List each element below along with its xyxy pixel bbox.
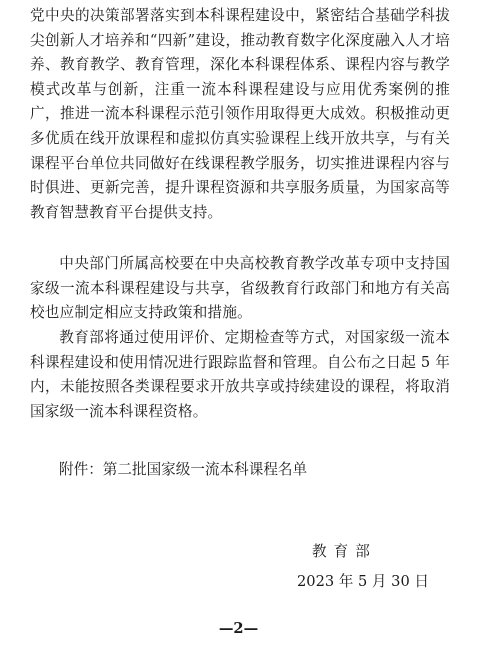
signature-date: 2023 年 5 月 30 日 bbox=[297, 573, 429, 590]
paragraph-text: 中央部门所属高校要在中央高校教育教学改革专项中支持国家级一流本科课程建设与共享，省级教育行政部门和地方有关高校也应制定相应支持政策和措施。 bbox=[30, 255, 450, 322]
body-paragraph-3 bbox=[30, 326, 450, 424]
page-number: —2— bbox=[218, 620, 259, 637]
paragraph-text: 党中央的决策部署落实到本科课程建设中，紧密结合基础学科拔尖创新人才培养和“四新”建设，推动教育数字化深度融入人才培养、教育教学、教育管理，深化本科课程体系、课程内容与教学模式改革与创新，注重一流本科课程建设与应用优秀案例的推广，推进一流本科课程示范引领作用取得更大成效。积极推动更多优质在线开放课程和虚拟仿真实验课程上线开放共享，与有关课程平台单位共同做好在线课程教学服务，切实推进课程内容与时俱进、更新完善，提升课程资源和共享服务质量，为国家高等教育智慧教育平台提供支持。 bbox=[30, 7, 450, 221]
signature-organization: 教育部 bbox=[312, 543, 377, 560]
paragraph-text: 教育部将通过使用评价、定期检查等方式，对国家级一流本科课程建设和使用情况进行跟踪监督和管理。自公布之日起 5 年内，未能按照各类课程要求开放共享或持续建设的课程，将取消国家级一流本科课程资格。 bbox=[30, 329, 450, 420]
attachment-line: 附件：第二批国家级一流本科课程名单 bbox=[59, 461, 308, 478]
body-paragraph-1 bbox=[30, 4, 450, 225]
body-paragraph-2 bbox=[30, 252, 450, 326]
